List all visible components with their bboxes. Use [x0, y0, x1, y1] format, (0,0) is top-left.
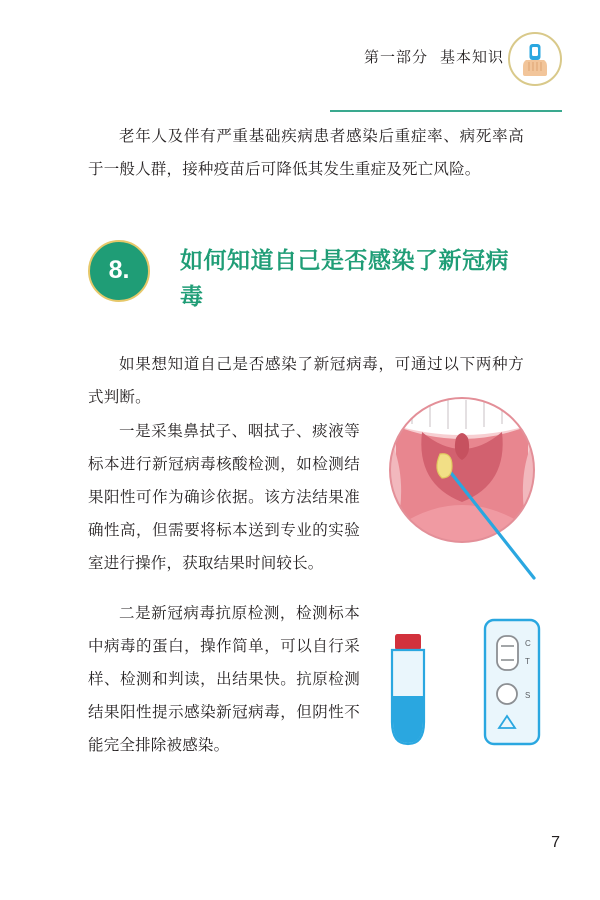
cassette-s-label: S	[525, 691, 531, 700]
section-title: 如何知道自己是否感染了新冠病毒	[180, 247, 509, 309]
antigen-test-cassette-illustration	[480, 616, 544, 748]
throat-swab-illustration	[382, 392, 542, 582]
header-breadcrumb	[364, 46, 504, 67]
section-number: 8.	[108, 256, 130, 284]
page-number: 7	[551, 834, 560, 851]
header-divider	[330, 110, 562, 112]
cassette-t-label: T	[525, 657, 530, 666]
intro-paragraph: 老年人及伴有严重基础疾病患者感染后重症率、病死率高于一般人群，接种疫苗后可降低其发生重症及死亡风险。	[88, 128, 524, 178]
paragraph-1: 如果想知道自己是否感染了新冠病毒，可通过以下两种方式判断。	[88, 356, 524, 406]
header-badge	[508, 32, 562, 86]
header-part-label: 第一部分	[363, 49, 428, 66]
cassette-c-label: C	[525, 639, 531, 648]
paragraph-3: 二是新冠病毒抗原检测，检测标本中病毒的蛋白，操作简单，可以自行采样、检测和判读，出结果快。抗原检测结果阳性提示感染新冠病毒，但阴性不能完全排除被感染。	[88, 605, 360, 754]
paragraph-2: 一是采集鼻拭子、咽拭子、痰液等标本进行新冠病毒核酸检测，如检测结果阳性可作为确诊依据。该方法结果准确性高，但需要将标本送到专业的实验室进行操作，获取结果时间较长。	[88, 423, 360, 572]
section-heading	[88, 240, 528, 340]
page-header	[0, 32, 600, 94]
header-section-label: 基本知识	[439, 49, 504, 66]
sample-tube-illustration	[382, 630, 434, 748]
thermometer-hand-icon	[515, 39, 555, 79]
